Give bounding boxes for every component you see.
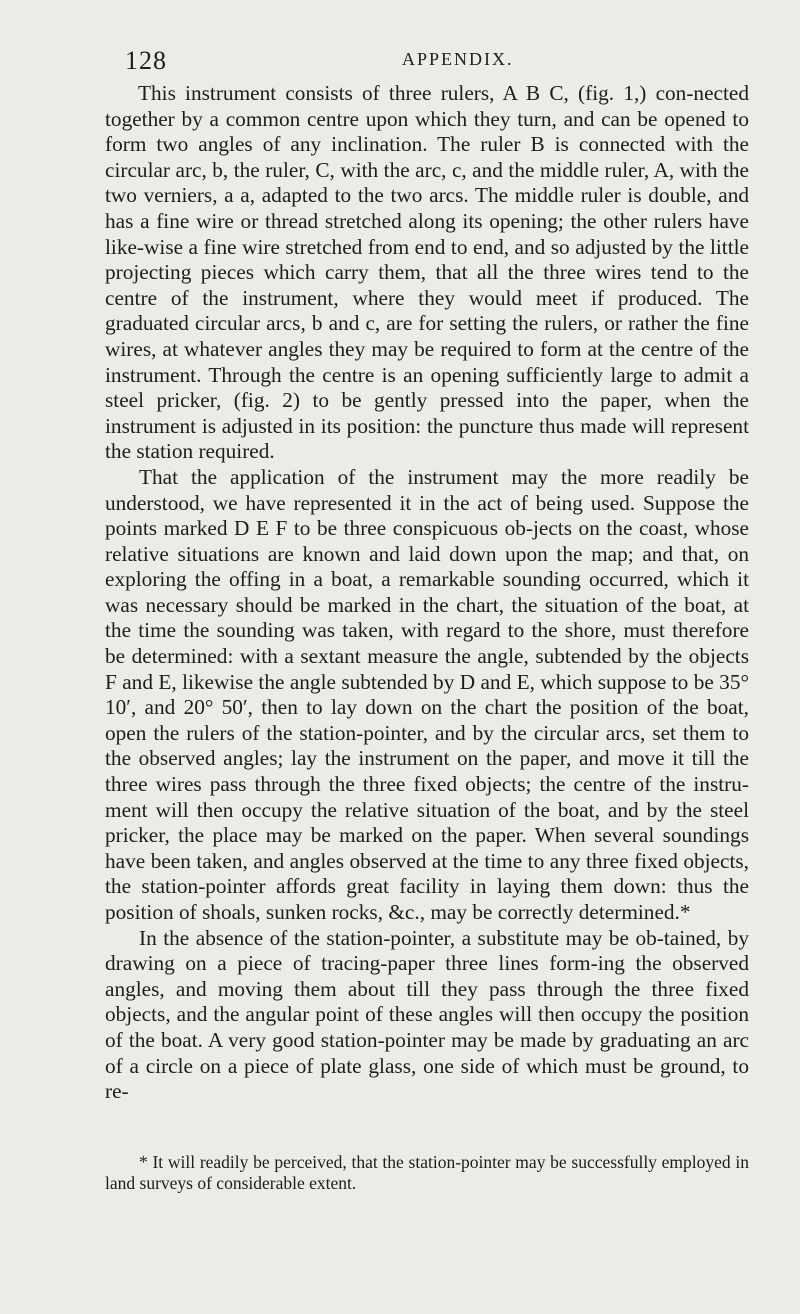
paragraph-application-example: That the application of the instrument may the more readily be understood, we have represented it in the act of being used. Suppose the points marked D E F to be three conspicuous ob-jects on the coast, whose relative situations are known and laid down upon the map; and that, on exploring the offing in a boat, a remarkable sounding occurred, which it was necessary should be marked in the chart, the situation of the boat, at the time the sounding was taken, with regard to the shore, must therefore be determined: with a sextant measure the angle, subtended by the objects F and E, likewise the angle subtended by D and E, which suppose to be 35° 10′, and 20° 50′, then to lay down on the chart the position of the boat, open the rulers of the station-pointer, and by the circular arcs, set them to the observed angles; lay the instrument on the paper, and move it till the three wires pass through the three fixed objects; the centre of the instru-ment will then occupy the relative situation of the boat, and by the steel pricker, the place may be marked on the paper. When several soundings have been taken, and angles observed at the time to any three fixed objects, the station-pointer affords great facility in laying them down: thus the position of shoals, sunken rocks, &c., may be correctly determined.* [105,464,749,924]
footnote: * It will readily be perceived, that the station-pointer may be successfully employed in land surveys of considerable extent. [105,1152,749,1193]
paragraph-instrument-description: This instrument consists of three rulers, A B C, (fig. 1,) con-nected together by a common centre upon which they turn, and can be opened to form two angles of any inclination. The ruler B is connected with the circular arc, b, the ruler, C, with the arc, c, and the middle ruler, A, with the two verniers, a a, adapted to the two arcs. The middle ruler is double, and has a fine wire or thread stretched along its opening; the other rulers have like-wise a fine wire stretched from end to end, and so adjusted by the little projecting pieces which carry them, that all the three wires tend to the centre of the instrument, where they would meet if produced. The graduated circular arcs, b and c, are for setting the rulers, or rather the fine wires, at whatever angles they may be required to form at the centre of the instrument. Through the centre is an opening sufficiently large to admit a steel pricker, (fig. 2) to be gently pressed into the paper, when the instrument is adjusted in its position: the puncture thus made will represent the station required. [105,81,749,464]
body-text [105,81,749,1105]
page-header [0,28,800,75]
running-head: APPENDIX. [402,49,514,69]
paragraph-substitute-method: In the absence of the station-pointer, a substitute may be ob-tained, by drawing on a piece of tracing-paper three lines form-ing the observed angles, and moving them about till they pass through the three fixed objects, and the angular point of these angles will then occupy the position of the boat. A very good station-pointer may be made by graduating an arc of a circle on a piece of plate glass, one side of which must be ground, to re- [105,925,749,1104]
page-number: 128 [125,46,167,75]
